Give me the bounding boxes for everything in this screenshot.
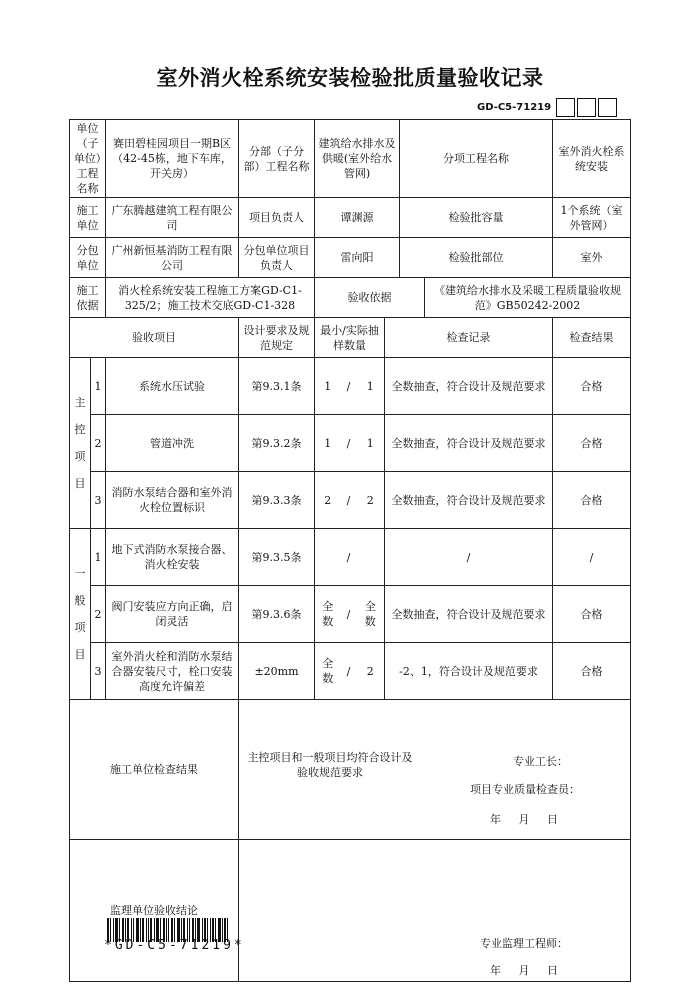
unit-value[interactable]: 赛田碧桂园项目一期B区（42-45栋，地下车库，开关房） — [106, 120, 239, 198]
code-box-1[interactable] — [556, 98, 575, 117]
item-result[interactable]: 合格 — [553, 472, 631, 529]
item-name: 系统水压试验 — [106, 358, 239, 415]
page-title: 室外消火栓系统安装检验批质量验收记录 — [156, 66, 544, 90]
general-group-char: 一 — [74, 567, 86, 580]
item-name: 阀门安装应方向正确，启闭灵活 — [106, 586, 239, 643]
item-actual[interactable] — [357, 529, 385, 586]
part-value[interactable]: 室外 — [553, 238, 631, 278]
inspection-table — [69, 119, 631, 982]
main-group-char: 主 — [74, 396, 86, 409]
item-min[interactable] — [315, 529, 341, 586]
item-record[interactable]: / — [385, 529, 553, 586]
main-group-char: 项 — [74, 450, 86, 463]
item-no: 1 — [91, 529, 106, 586]
item-actual[interactable]: 1 — [357, 415, 385, 472]
item-sep: / — [341, 358, 357, 415]
item-record[interactable]: 全数抽查，符合设计及规范要求 — [385, 586, 553, 643]
construction-check-row — [70, 700, 631, 840]
col-spec: 设计要求及规范规定 — [239, 318, 315, 358]
item-spec: 第9.3.5条 — [239, 529, 315, 586]
item-spec: 第9.3.2条 — [239, 415, 315, 472]
item-result[interactable]: 合格 — [553, 643, 631, 700]
accept-basis-value[interactable]: 《建筑给水排水及采暖工程质量验收规范》GB50242-2002 — [425, 278, 631, 318]
col-sample: 最小/实际抽样数量 — [315, 318, 385, 358]
table-row — [70, 643, 631, 700]
supervisor-signature[interactable]: 专业监理工程师： — [480, 937, 569, 950]
accept-basis-label: 验收依据 — [315, 278, 425, 318]
item-sep: / — [341, 643, 357, 700]
header-row-unit — [70, 120, 631, 198]
pm-label: 项目负责人 — [239, 198, 315, 238]
foreman-signature[interactable]: 专业工长： — [513, 755, 569, 768]
item-no: 3 — [91, 643, 106, 700]
item-no: 3 — [91, 472, 106, 529]
item-name: 地下式消防水泵接合器、消火栓安装 — [106, 529, 239, 586]
item-result[interactable]: 合格 — [553, 358, 631, 415]
item-sep: / — [341, 415, 357, 472]
code-box-2[interactable] — [577, 98, 596, 117]
item-min[interactable]: 全数 — [315, 643, 341, 700]
item-min[interactable]: 全数 — [315, 586, 341, 643]
item-result[interactable]: 合格 — [553, 415, 631, 472]
item-sep: / — [341, 529, 357, 586]
subcontractor-value[interactable]: 广州新恒基消防工程有限公司 — [106, 238, 239, 278]
item-result[interactable]: 合格 — [553, 586, 631, 643]
item-record[interactable]: 全数抽查，符合设计及规范要求 — [385, 415, 553, 472]
item-actual[interactable]: 1 — [357, 358, 385, 415]
table-row — [70, 472, 631, 529]
main-group-label — [70, 358, 91, 529]
construction-check-label: 施工单位检查结果 — [70, 700, 239, 840]
item-spec: 第9.3.1条 — [239, 358, 315, 415]
table-row — [70, 358, 631, 415]
item-spec: 第9.3.6条 — [239, 586, 315, 643]
item-value[interactable]: 室外消火栓系统安装 — [553, 120, 631, 198]
general-group-char: 般 — [74, 594, 86, 607]
pm-value[interactable]: 谭渊源 — [315, 198, 400, 238]
header-row-builder — [70, 198, 631, 238]
basis-value[interactable]: 消火栓系统安装工程施工方案GD-C1-325/2；施工技术交底GD-C1-328 — [106, 278, 315, 318]
item-min[interactable]: 1 — [315, 358, 341, 415]
item-actual[interactable]: 2 — [357, 472, 385, 529]
item-name: 消防水泵结合器和室外消火栓位置标识 — [106, 472, 239, 529]
header-row-subcontractor — [70, 238, 631, 278]
table-row — [70, 415, 631, 472]
form-code — [477, 97, 617, 117]
general-group-char: 目 — [74, 648, 86, 661]
item-record[interactable]: 全数抽查，符合设计及规范要求 — [385, 472, 553, 529]
item-label: 分项工程名称 — [400, 120, 553, 198]
supervision-date[interactable]: 年 月 日 — [490, 964, 559, 977]
header-row-basis — [70, 278, 631, 318]
item-sep: / — [341, 586, 357, 643]
unit-label: 单位（子单位）工程名称 — [70, 120, 106, 198]
subcontractor-label: 分包单位 — [70, 238, 106, 278]
main-group-char: 控 — [74, 423, 86, 436]
form-code-text: GD-C5-71219 — [477, 101, 552, 113]
part-label: 检验批部位 — [400, 238, 553, 278]
general-group-char: 项 — [74, 621, 86, 634]
main-group-char: 目 — [74, 477, 86, 490]
col-record: 检查记录 — [385, 318, 553, 358]
basis-label: 施工依据 — [70, 278, 106, 318]
item-sep: / — [341, 472, 357, 529]
sub-pm-label: 分包单位项目负责人 — [239, 238, 315, 278]
item-no: 2 — [91, 586, 106, 643]
item-spec: 第9.3.3条 — [239, 472, 315, 529]
item-record[interactable]: 全数抽查，符合设计及规范要求 — [385, 358, 553, 415]
col-result: 检查结果 — [553, 318, 631, 358]
construction-date[interactable]: 年 月 日 — [490, 813, 559, 826]
item-no: 1 — [91, 358, 106, 415]
supervision-label: 监理单位验收结论 — [70, 840, 239, 982]
item-no: 2 — [91, 415, 106, 472]
construction-check-cell — [239, 700, 631, 840]
item-record[interactable]: -2、1，符合设计及规范要求 — [385, 643, 553, 700]
item-spec: ±20mm — [239, 643, 315, 700]
table-row — [70, 586, 631, 643]
supervision-cell — [239, 840, 631, 982]
item-result[interactable]: / — [553, 529, 631, 586]
capacity-value[interactable]: 1个系统（室外管网） — [553, 198, 631, 238]
builder-value[interactable]: 广东腾越建筑工程有限公司 — [106, 198, 239, 238]
capacity-label: 检验批容量 — [400, 198, 553, 238]
barcode-text: *GD-C5-71219* — [104, 938, 245, 953]
sub-value[interactable]: 建筑给水排水及供暖(室外给水管网) — [315, 120, 400, 198]
supervision-row — [70, 840, 631, 982]
sub-label: 分部（子分部）工程名称 — [239, 120, 315, 198]
col-item: 验收项目 — [70, 318, 239, 358]
construction-check-text[interactable]: 主控项目和一般项目均符合设计及验收规范要求 — [247, 751, 413, 779]
column-header-row — [70, 318, 631, 358]
builder-label: 施工单位 — [70, 198, 106, 238]
item-min[interactable]: 1 — [315, 415, 341, 472]
item-actual[interactable]: 全数 — [357, 586, 385, 643]
item-actual[interactable]: 2 — [357, 643, 385, 700]
item-min[interactable]: 2 — [315, 472, 341, 529]
code-box-3[interactable] — [598, 98, 617, 117]
sub-pm-value[interactable]: 雷向阳 — [315, 238, 400, 278]
item-name: 管道冲洗 — [106, 415, 239, 472]
table-row — [70, 529, 631, 586]
general-group-label — [70, 529, 91, 700]
item-name: 室外消火栓和消防水泵结合器安装尺寸，栓口安装高度允许偏差 — [106, 643, 239, 700]
quality-inspector-signature[interactable]: 项目专业质量检查员： — [470, 783, 581, 796]
